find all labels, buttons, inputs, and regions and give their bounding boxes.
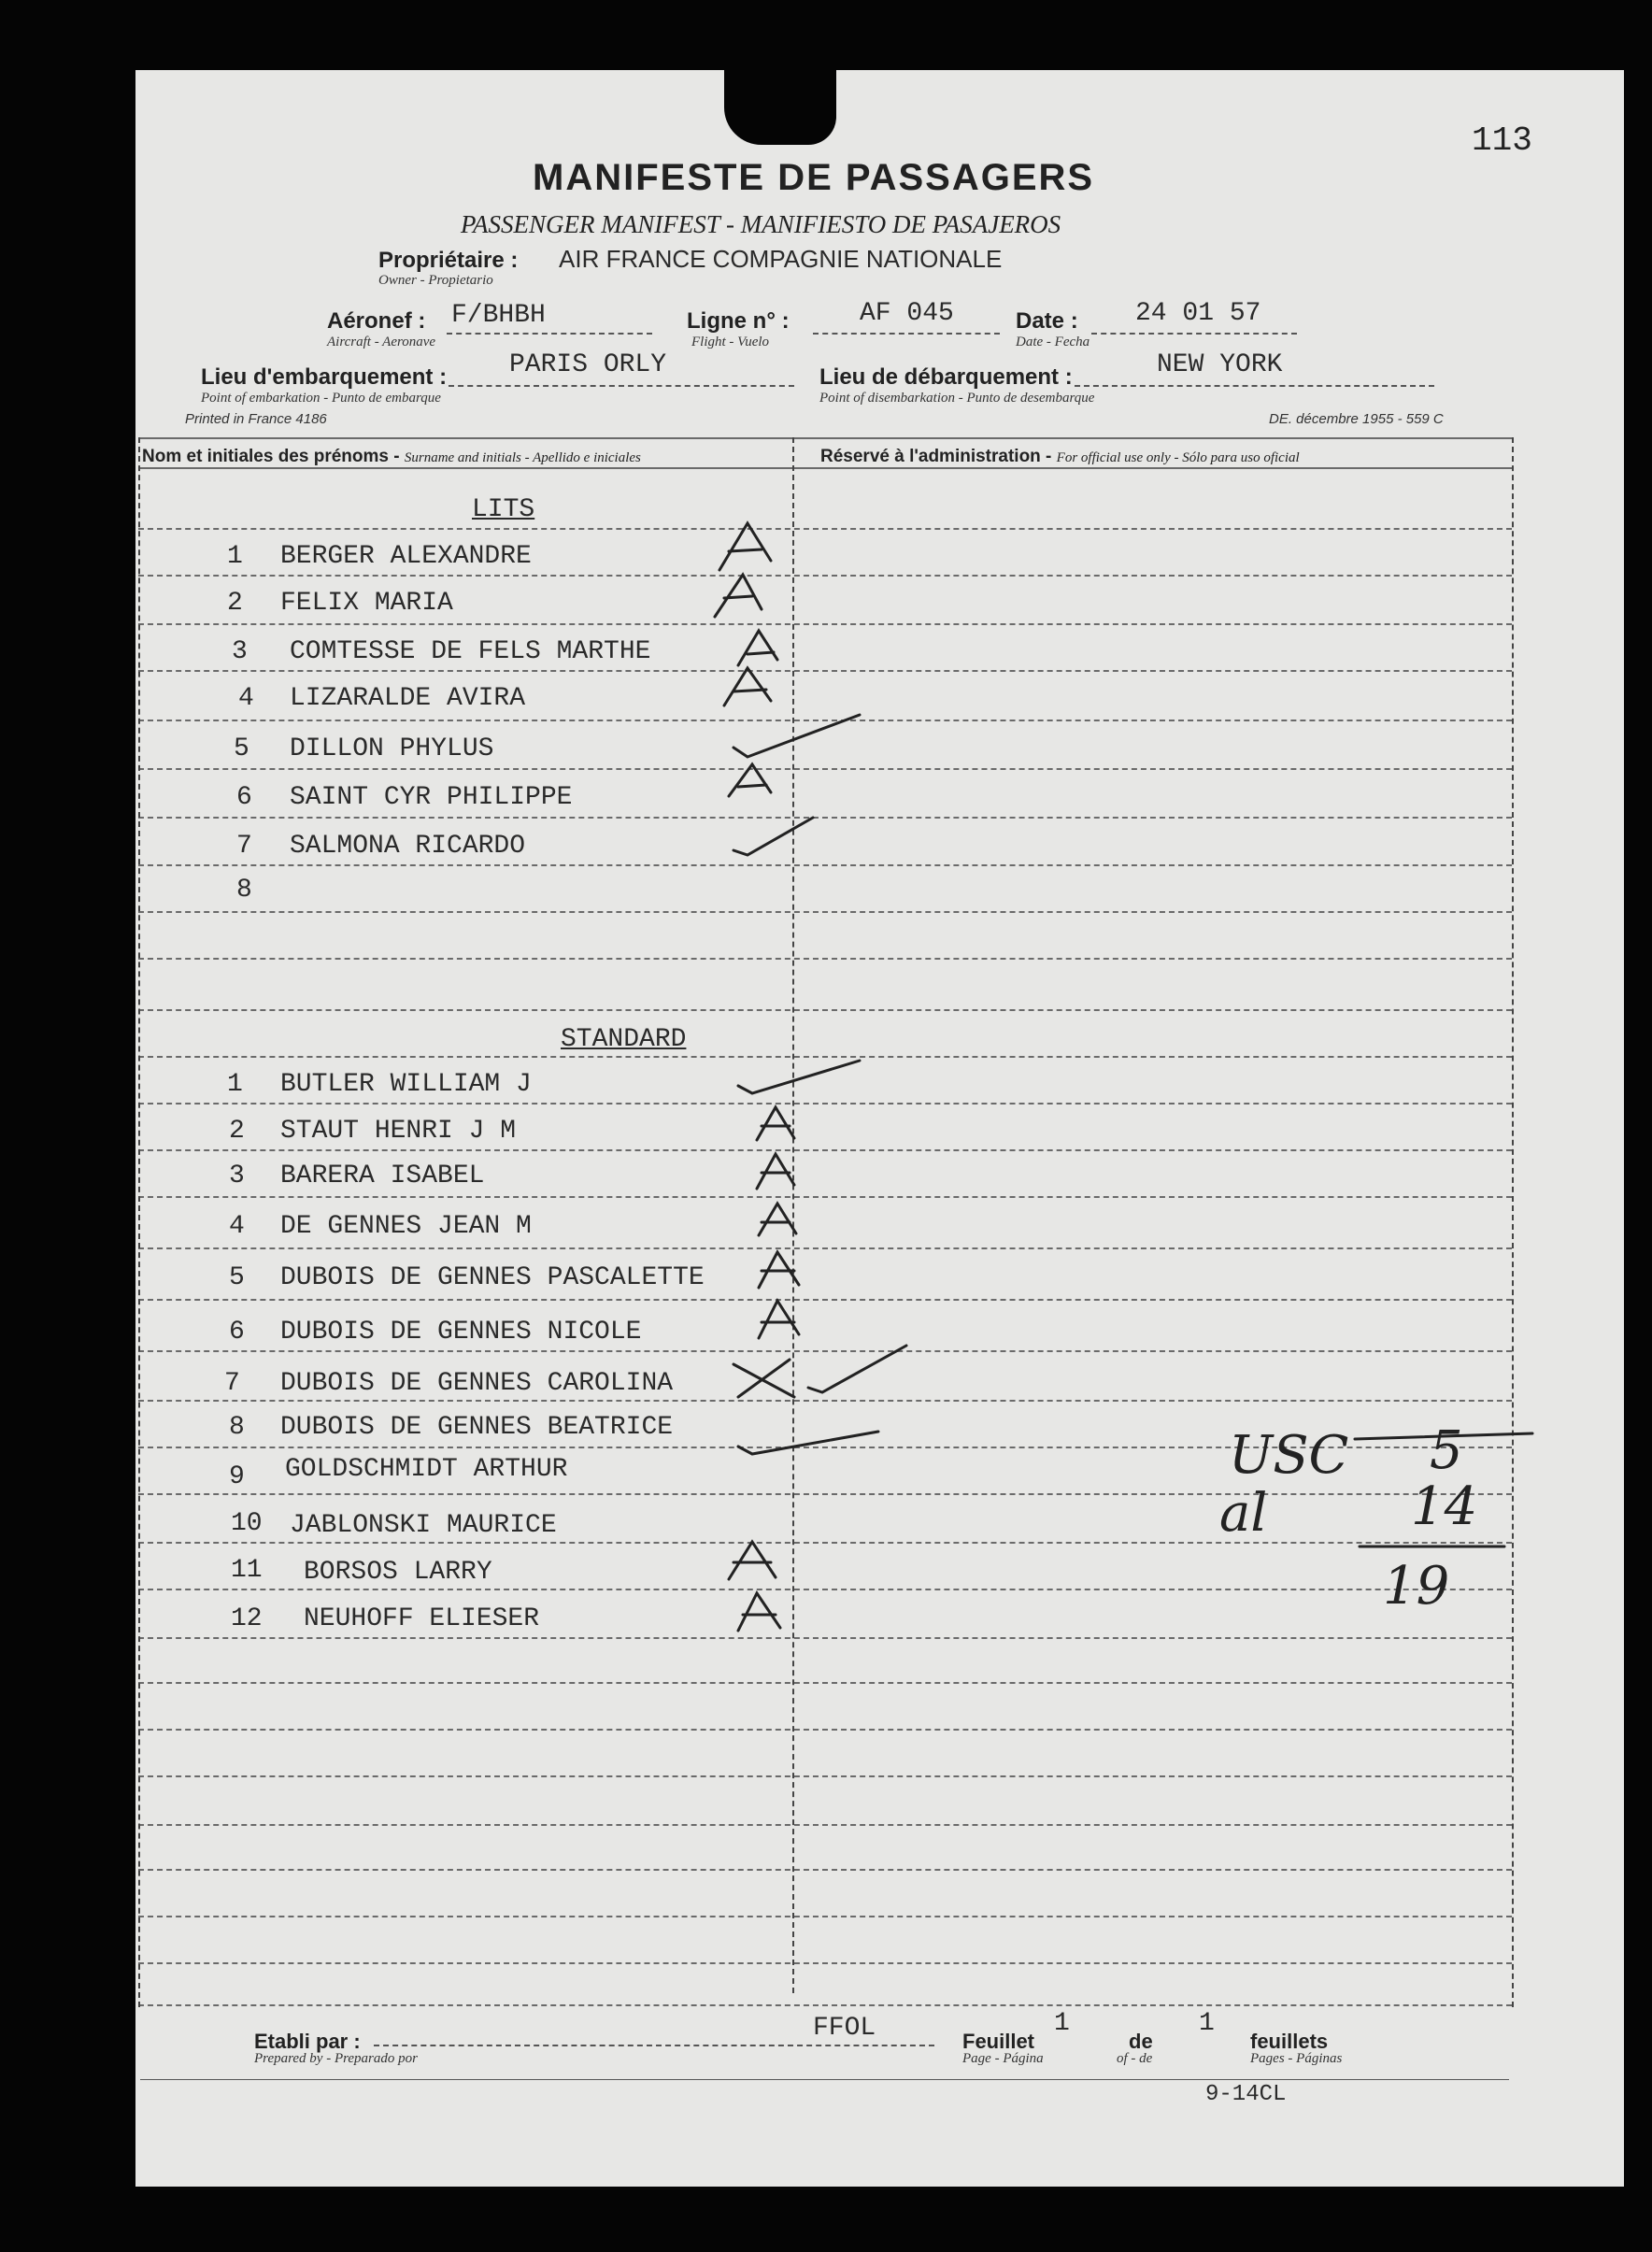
column-header-names-translation: Surname and initials - Apellido e iniciales [404,450,641,465]
initial-a-mark [759,1252,799,1288]
passenger-name: BUTLER WILLIAM J [280,1070,532,1099]
owner-value: AIR FRANCE COMPAGNIE NATIONALE [559,245,1003,273]
passenger-name: BERGER ALEXANDRE [280,542,532,571]
row-number: 3 [229,1162,245,1190]
initial-a-mark [759,1301,799,1338]
aircraft-label: Aéronef : [327,308,426,334]
date-value: 24 01 57 [1135,299,1261,328]
passenger-name: STAUT HENRI J M [280,1117,517,1146]
row-number: 11 [231,1556,263,1585]
row-number: 8 [229,1413,245,1442]
check-mark [733,715,860,757]
date-sublabel: Date - Fecha [1016,335,1090,349]
passenger-name: SALMONA RICARDO [290,832,526,861]
form-subtitle: PASSENGER MANIFEST - MANIFIESTO DE PASAJEROS [461,210,1061,238]
passenger-name: DUBOIS DE GENNES PASCALETTE [280,1263,705,1292]
row-number: 2 [229,1117,245,1146]
row-number: 12 [231,1604,263,1633]
passenger-name: BORSOS LARRY [304,1558,492,1587]
sheet-sublabel: Page - Página [962,2051,1044,2066]
initial-a-mark [738,631,777,665]
prepared-value: FFOL [813,2014,876,2043]
initial-a-mark [729,764,771,796]
row-number: 9 [229,1462,245,1491]
initial-a-mark [715,575,762,617]
prepared-label: Etabli par : [254,2030,361,2053]
sheets-sublabel: Pages - Páginas [1250,2051,1343,2066]
check-mark [738,1061,860,1093]
owner-label: Propriétaire : [378,248,519,273]
initial-a-mark [719,523,771,570]
sheet-value: 1 [1054,2009,1070,2038]
aircraft-value: F/BHBH [451,301,546,330]
row-number: 4 [238,684,254,713]
row-number: 1 [227,1070,243,1099]
disembark-sublabel: Point of disembarkation - Punto de desembarque [819,391,1095,406]
row-number: 5 [229,1263,245,1292]
prepared-sublabel: Prepared by - Preparado por [254,2051,418,2066]
handwritten-total: 19 [1383,1556,1450,1617]
flight-value: AF 045 [860,299,954,328]
embark-label: Lieu d'embarquement : [201,364,448,390]
row-number: 7 [224,1369,240,1398]
row-number: 7 [236,832,252,861]
passenger-name: JABLONSKI MAURICE [290,1511,557,1540]
initial-a-mark [738,1593,780,1631]
passenger-name: LIZARALDE AVIRA [290,684,526,713]
passenger-name: DUBOIS DE GENNES NICOLE [280,1318,642,1347]
initial-a-mark [729,1542,776,1579]
passenger-name: DE GENNES JEAN M [280,1212,532,1241]
row-number: 4 [229,1212,245,1241]
row-number: 6 [236,783,252,812]
row-number: 3 [232,637,248,666]
handwritten-usc-count: 5 [1430,1420,1463,1481]
passenger-name: DILLON PHYLUS [290,734,494,763]
passenger-name: DUBOIS DE GENNES CAROLINA [280,1369,674,1398]
printed-note: Printed in France 4186 [185,411,327,427]
date-label: Date : [1016,308,1078,334]
handwritten-usc-label: USC [1229,1425,1349,1486]
form-reference: DE. décembre 1955 - 559 C [1269,411,1444,427]
prepared-underline [374,2045,934,2046]
of-value: 1 [1199,2009,1215,2038]
section-title-lits: LITS [472,495,535,524]
flight-label: Ligne n° : [687,308,790,334]
check-mark [808,1346,906,1392]
column-header-names-label: Nom et initiales des prénoms - [142,447,400,466]
row-number: 1 [227,542,243,571]
of-label: de [1129,2030,1153,2053]
row-number: 2 [227,589,243,618]
passenger-name: GOLDSCHMIDT ARTHUR [285,1455,568,1484]
handwritten-al-count: 14 [1411,1476,1478,1537]
row-number: 8 [236,876,252,905]
cross-mark [733,1360,794,1397]
row-number: 10 [231,1509,263,1538]
column-header-admin-translation: For official use only - Sólo para uso oficial [1056,450,1300,465]
passenger-name: FELIX MARIA [280,589,453,618]
passenger-name: COMTESSE DE FELS MARTHE [290,637,651,666]
initial-a-mark [757,1107,794,1140]
embark-value: PARIS ORLY [509,350,667,379]
check-mark [738,1432,878,1454]
form-title: MANIFESTE DE PASSAGERS [533,157,1095,198]
row-number: 6 [229,1318,245,1347]
of-sublabel: of - de [1117,2051,1153,2066]
row-number: 5 [234,734,249,763]
passenger-name: BARERA ISABEL [280,1162,485,1190]
embark-sublabel: Point of embarkation - Punto de embarque [201,391,441,406]
disembark-label: Lieu de débarquement : [819,364,1073,390]
section-title-standard: STANDARD [561,1025,687,1054]
initial-a-mark [759,1204,796,1235]
passenger-name: DUBOIS DE GENNES BEATRICE [280,1413,674,1442]
initial-a-mark [757,1154,794,1189]
handwritten-al-label: al [1219,1483,1268,1544]
form-code: 9-14CL [1205,2082,1287,2107]
initial-a-mark [724,668,771,706]
check-mark [733,818,813,855]
column-header-admin-label: Réservé à l'administration - [820,447,1052,466]
page-number: 113 [1472,121,1532,160]
disembark-value: NEW YORK [1157,350,1283,379]
sheet-label: Feuillet [962,2030,1035,2053]
tally-line [1355,1433,1532,1439]
flight-sublabel: Flight - Vuelo [691,335,770,349]
passenger-name: SAINT CYR PHILIPPE [290,783,573,812]
aircraft-sublabel: Aircraft - Aeronave [327,335,436,349]
footer-rule [140,2079,1509,2080]
owner-sublabel: Owner - Propietario [378,273,493,288]
passenger-name: NEUHOFF ELIESER [304,1604,540,1633]
sheets-label: feuillets [1250,2030,1329,2053]
